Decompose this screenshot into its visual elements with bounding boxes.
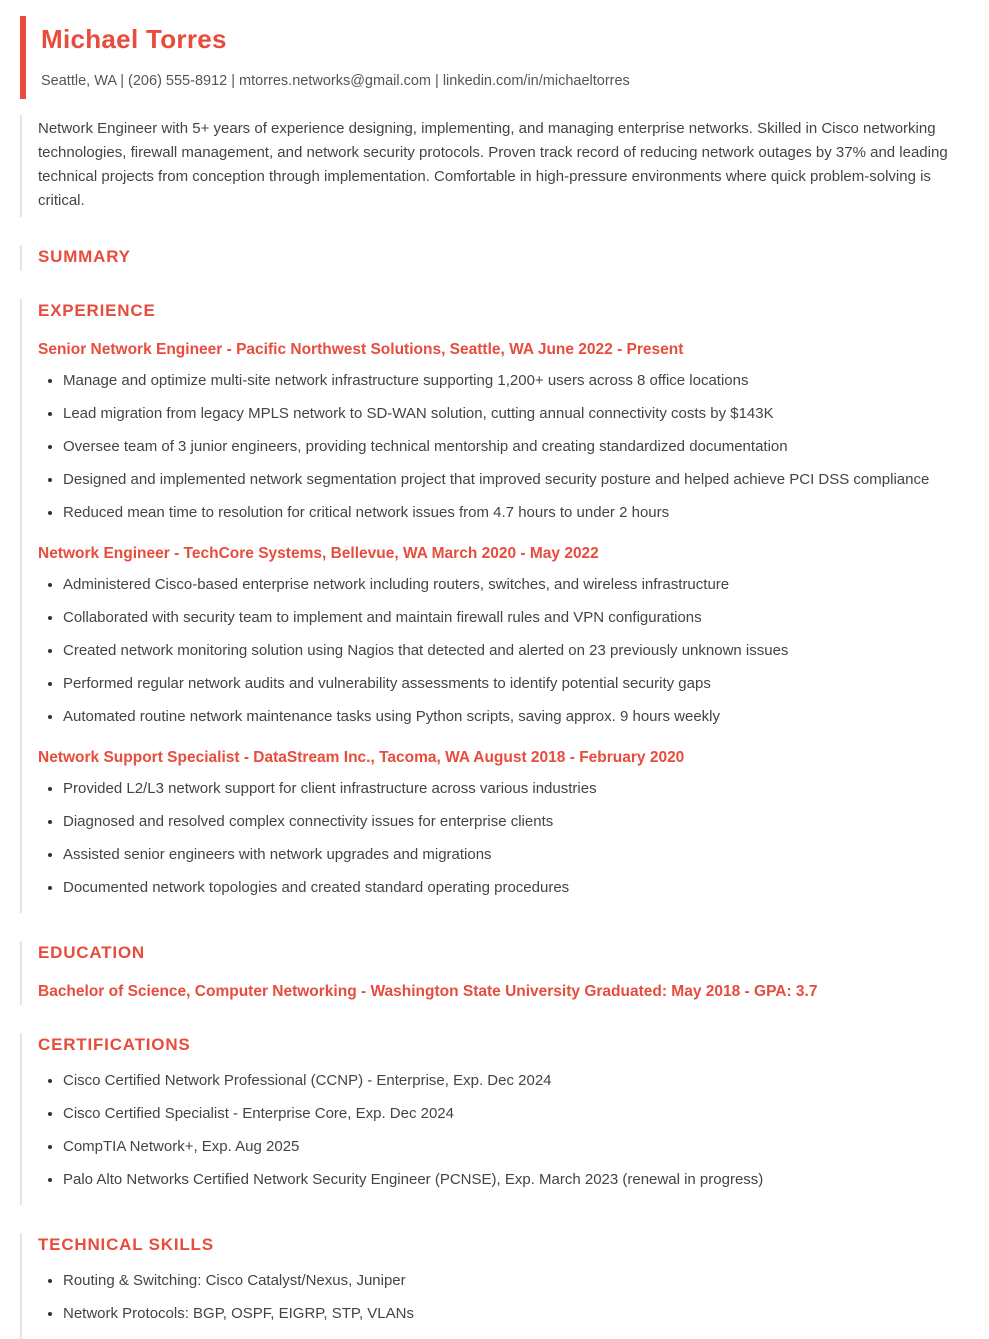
certification-item: • Palo Alto Networks Certified Network Security Engineer (PCNSE), Exp. March 2023 (renewal in progress) xyxy=(63,1168,963,1192)
job-bullet-list xyxy=(38,777,965,900)
summary-heading: SUMMARY xyxy=(38,247,131,266)
job-title: Network Engineer - TechCore Systems, Bellevue, WA March 2020 - May 2022 xyxy=(38,545,599,562)
job-bullet: • Administered Cisco-based enterprise network including routers, switches, and wireless infrastructure xyxy=(63,573,963,597)
certification-list xyxy=(38,1069,965,1192)
job-bullet: • Documented network topologies and created standard operating procedures xyxy=(63,876,963,900)
job-bullet: • Assisted senior engineers with network upgrades and migrations xyxy=(63,843,963,867)
job-bullet: • Oversee team of 3 junior engineers, providing technical mentorship and creating standardized documentation xyxy=(63,435,963,459)
section-experience xyxy=(20,299,965,913)
job-bullet: • Performed regular network audits and vulnerability assessments to identify potential security gaps xyxy=(63,672,963,696)
experience-heading: EXPERIENCE xyxy=(38,301,156,320)
job-bullet-list xyxy=(38,369,965,525)
section-summary xyxy=(20,245,965,271)
resume-header xyxy=(20,16,965,99)
candidate-name: Michael Torres xyxy=(41,24,227,54)
job-bullet-list xyxy=(38,573,965,729)
contact-line: Seattle, WA | (206) 555-8912 | mtorres.networks@gmail.com | linkedin.com/in/michaeltorres xyxy=(41,73,630,89)
job-bullet: • Reduced mean time to resolution for critical network issues from 4.7 hours to under 2 hours xyxy=(63,501,963,525)
summary-text: Network Engineer with 5+ years of experience designing, implementing, and managing enterprise networks. Skilled in Cisco networking technologies, firewall management, and network security protocols. Proven track record of reducing network outages by 37% and leading technical projects from conception through implementation. Comfortable in high-pressure environments where quick problem-solving is critical. xyxy=(38,120,948,209)
job-title: Senior Network Engineer - Pacific Northwest Solutions, Seattle, WA June 2022 - Present xyxy=(38,341,684,358)
skill-item: • Network Protocols: BGP, OSPF, EIGRP, STP, VLANs xyxy=(63,1302,963,1326)
job-bullet: • Created network monitoring solution using Nagios that detected and alerted on 23 previously unknown issues xyxy=(63,639,963,663)
certification-item: • CompTIA Network+, Exp. Aug 2025 xyxy=(63,1135,963,1159)
certification-item: • Cisco Certified Specialist - Enterprise Core, Exp. Dec 2024 xyxy=(63,1102,963,1126)
skill-item: • Routing & Switching: Cisco Catalyst/Nexus, Juniper xyxy=(63,1269,963,1293)
degree-line: Bachelor of Science, Computer Networking - Washington State University Graduated: May 2018 - GPA: 3.7 xyxy=(38,983,818,1000)
job-bullet: • Automated routine network maintenance tasks using Python scripts, saving approx. 9 hours weekly xyxy=(63,705,963,729)
certification-item: • Cisco Certified Network Professional (CCNP) - Enterprise, Exp. Dec 2024 xyxy=(63,1069,963,1093)
job-bullet: • Diagnosed and resolved complex connectivity issues for enterprise clients xyxy=(63,810,963,834)
job-bullet: • Collaborated with security team to implement and maintain firewall rules and VPN configurations xyxy=(63,606,963,630)
technical-skills-heading: TECHNICAL SKILLS xyxy=(38,1235,214,1254)
job-bullet: • Designed and implemented network segmentation project that improved security posture and helped achieve PCI DSS compliance xyxy=(63,468,963,492)
job-title: Network Support Specialist - DataStream Inc., Tacoma, WA August 2018 - February 2020 xyxy=(38,749,685,766)
job-bullet: • Lead migration from legacy MPLS network to SD-WAN solution, cutting annual connectivity costs by $143K xyxy=(63,402,963,426)
education-heading: EDUCATION xyxy=(38,943,145,962)
skills-list xyxy=(38,1269,965,1326)
certifications-heading: CERTIFICATIONS xyxy=(38,1035,191,1054)
job-bullet: • Manage and optimize multi-site network infrastructure supporting 1,200+ users across 8 office locations xyxy=(63,369,963,393)
section-technical-skills xyxy=(20,1233,965,1339)
section-education xyxy=(20,941,965,1005)
section-certifications xyxy=(20,1033,965,1205)
summary-paragraph-block xyxy=(20,115,965,217)
job-bullet: • Provided L2/L3 network support for client infrastructure across various industries xyxy=(63,777,963,801)
